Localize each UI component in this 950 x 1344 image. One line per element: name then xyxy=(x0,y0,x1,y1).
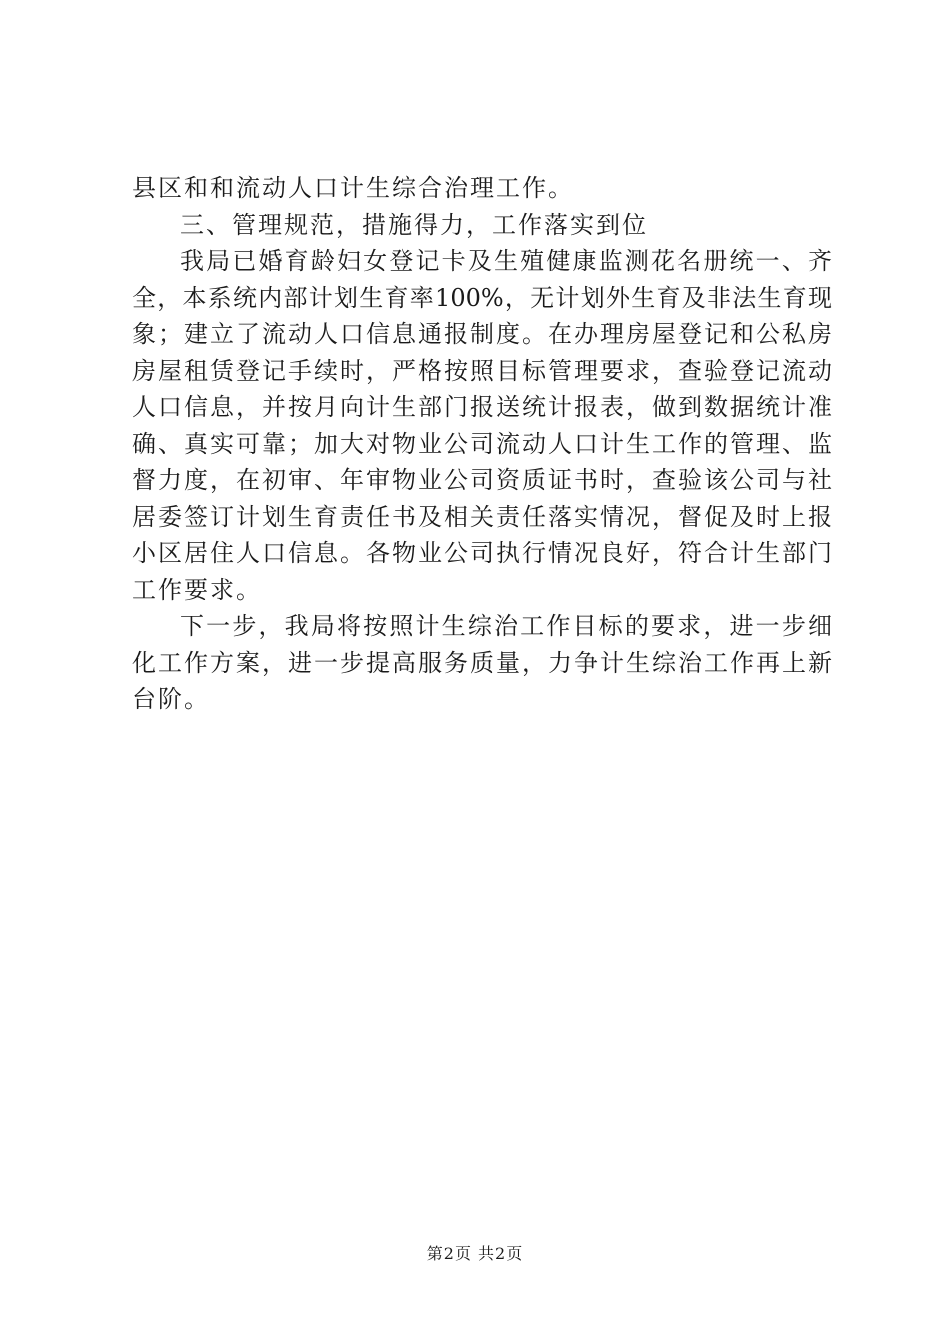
body-line: 小区居住人口信息。各物业公司执行情况良好，符合计生部门 xyxy=(132,539,832,567)
body-line: 我局已婚育龄妇女登记卡及生殖健康监测花名册统一、齐 xyxy=(180,247,832,275)
page-number-footer: 第2页 共2页 xyxy=(426,1244,524,1263)
body-line: 下一步，我局将按照计生综治工作目标的要求，进一步细 xyxy=(180,612,832,640)
body-line: 工作要求。 xyxy=(132,575,262,604)
body-line: 房屋租赁登记手续时，严格按照目标管理要求，查验登记流动 xyxy=(132,356,832,385)
body-line: 督力度，在初审、年审物业公司资质证书时，查验该公司与社 xyxy=(132,466,832,494)
body-line: 人口信息，并按月向计生部门报送统计报表，做到数据统计准 xyxy=(132,393,832,421)
document-body xyxy=(132,170,832,718)
body-line: 象；建立了流动人口信息通报制度。在办理房屋登记和公私房 xyxy=(132,320,832,348)
body-line: 确、真实可靠；加大对物业公司流动人口计生工作的管理、监 xyxy=(132,429,832,458)
body-line: 县区和和流动人口计生综合治理工作。 xyxy=(132,174,574,202)
body-line: 台阶。 xyxy=(132,685,210,713)
body-line: 居委签订计划生育责任书及相关责任落实情况，督促及时上报 xyxy=(132,502,832,531)
body-line: 化工作方案，进一步提高服务质量，力争计生综治工作再上新 xyxy=(132,648,832,677)
body-line: 全，本系统内部计划生育率100%，无计划外生育及非法生育现 xyxy=(132,283,832,312)
section-heading: 三、管理规范，措施得力，工作落实到位 xyxy=(180,210,648,239)
